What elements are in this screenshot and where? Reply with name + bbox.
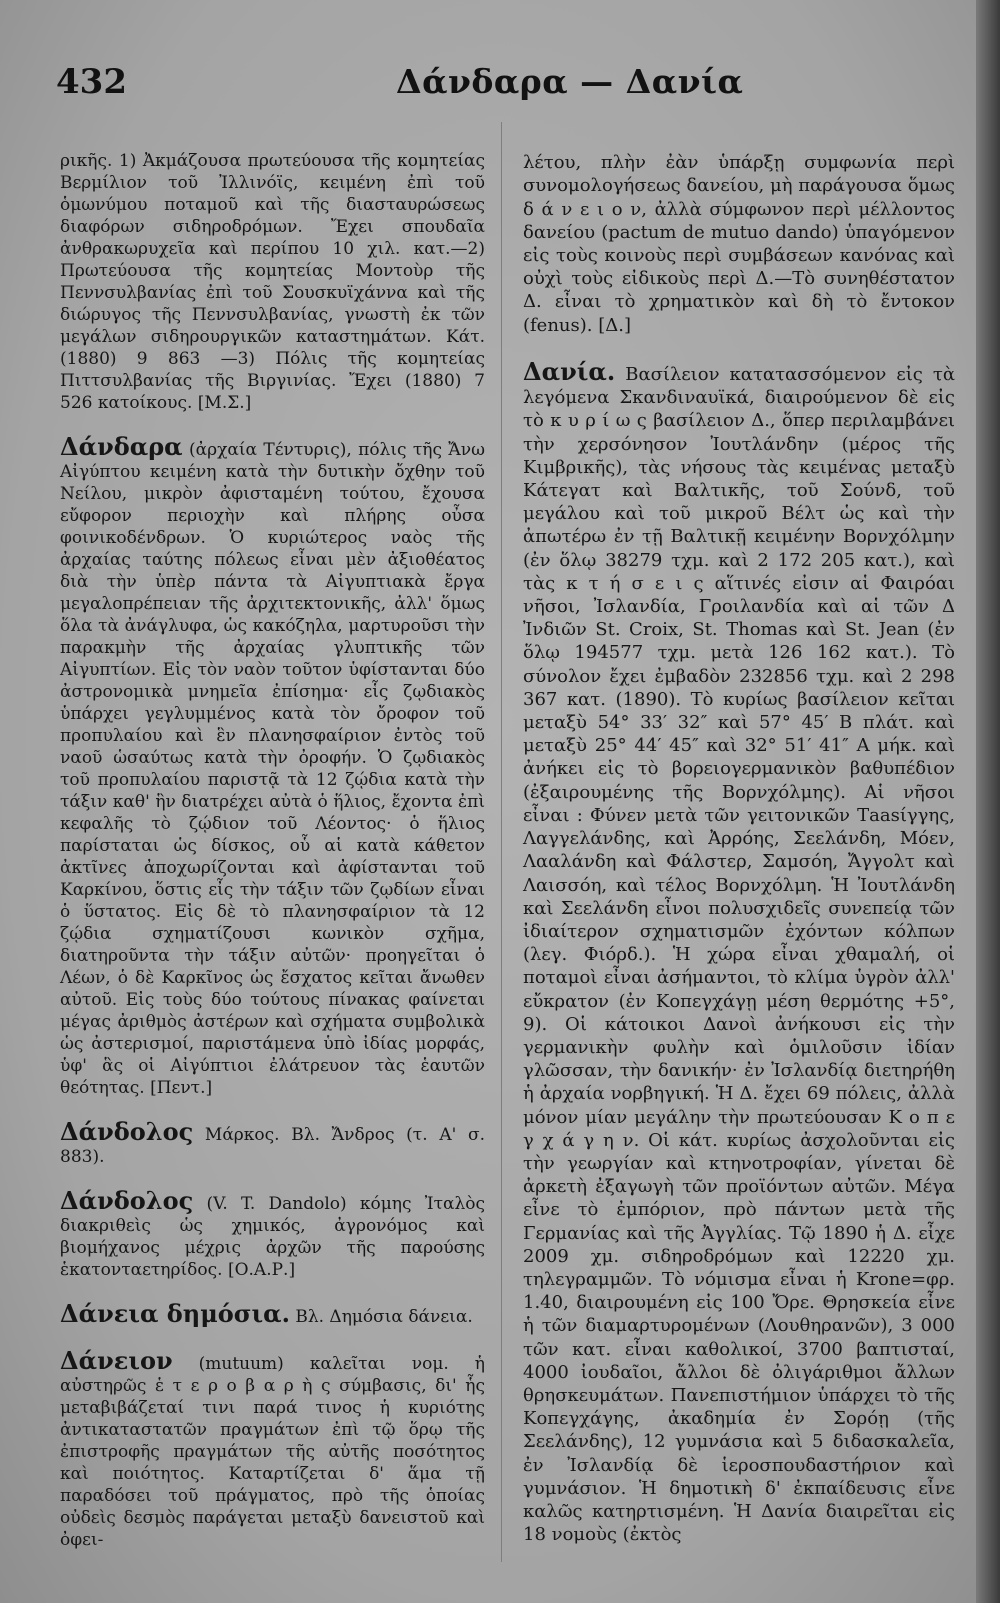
column-divider xyxy=(501,122,502,1562)
entry-daneia-dimosia xyxy=(60,1281,485,1328)
entry-text: (ἀρχαία Τέντυρις), πόλις τῆς Ἄνω Αἰγύπτου κειμένη κατὰ τὴν δυτικὴν ὄχθην τοῦ Νείλου, μικρὸν ἀφισταμένη τούτου, ἔχουσα εὔφορον περιοχὴν καὶ πλήρης οὖσα φοινικοδένδρων. Ὁ κυριώτερος ναὸς τῆς ἀρχαίας ταύτης πόλεως εἶναι μὲν ἀξιοθέατος διὰ τὴν ὑπὲρ πάντα τὰ Αἰγυπτιακὰ ἔργα μεγαλοπρέπειαν τῆς ἀρχιτεκτονικῆς, ἀλλ' ὅμως ὅλα τὰ ἀνάγλυφα, ὡς κακόζηλα, μαρτυροῦσι τὴν παρακμὴν τῆς ἀρχαίας γλυπτικῆς τῶν Αἰγυπτίων. Εἰς τὸν ναὸν τοῦτον ὑφίστανται δύο ἀστρονομικὰ μνημεῖα ἐπίσημα· εἷς ζῳδιακὸς ὑπάρχει γεγλυμμένος κατὰ τὸν ὄροφον τοῦ προπυλαίου καὶ ἓν πλανησφαίριον ἐντὸς τοῦ ναοῦ ὡσαύτως κατὰ τὴν ὀροφήν. Ὁ ζῳδιακὸς τοῦ προπυλαίου παριστᾷ τὰ 12 ζῴδια κατὰ τὴν τάξιν καθ' ἣν διατρέχει αὐτὰ ὁ ἥλιος, ἔχοντα ἐπὶ κεφαλῆς τὸ ζῴδιον τοῦ Λέοντος· ὁ ἥλιος παρίσταται ὡς δίσκος, οὗ αἱ κατὰ κάθετον ἀκτῖνες ἀποχωρίζονται καὶ ἀφίστανται τοῦ Καρκίνου, ὅστις εἶς τὴν τάξιν τῶν ζῳδίων εἶναι ὁ ὕστατος. Εἰς δὲ τὸ πλανησφαίριον τὰ 12 ζῴδια σχηματίζουσι κωνικὸν σχῆμα, διατηροῦντα τὴν τάξιν αὐτῶν· προηγεῖται ὁ Λέων, ὁ δὲ Καρκῖνος ὡς ἔσχατος κεῖται ἄνωθεν αὐτοῦ. Εἰς τοὺς δύο τούτους πίνακας φαίνεται μέγας ἀριθμὸς ἀστέρων καὶ σχήματα συμβολικὰ ὡς ἀστερισμοί, παριστάμενα ὑπὸ ἰδίας μορφάς, ὑφ' ἃς οἱ Αἰγύπτιοι ἐλάτρευον τὰς ἑαυτῶν θεότητας. [Πεντ.] xyxy=(60,440,485,1098)
right-column xyxy=(523,128,955,1546)
page-number: 432 xyxy=(56,62,127,102)
entry-text: Βασίλειον κατατασσόμενον εἰς τὰ λεγόμενα Σκανδιναυϊκά, διαιρούμενον δὲ εἰς τὸ κ υ ρ ί ω ς βασίλειον Δ., ὅπερ περιλαμβάνει τὴν χερσόνησον Ἰουτλάνδην (μέρος τῆς Κιμβρικῆς), τὰς νήσους τὰς κειμένας μεταξὺ Κάτεγατ καὶ Βαλτικῆς, τοῦ Σούνδ, τοῦ μεγάλου καὶ τοῦ μικροῦ Βέλτ ὡς καὶ τὴν ἀπωτέρω ἐν τῇ Βαλτικῇ κειμένην Βορνχόλμην (ἐν ὅλῳ 38279 τχμ. καὶ 2 172 205 κατ.), καὶ τὰς κ τ ή σ ε ι ς αἵτινές εἰσιν αἱ Φαιρόαι νῆσοι, Ἰσλανδία, Γροιλανδία καὶ αἱ τῶν Δ Ἰνδιῶν St. Croix, St. Thomas καὶ St. Jean (ἐν ὅλῳ 194577 τχμ. μετὰ 126 162 κατ.). Τὸ σύνολον ἔχει ἐμβαδὸν 232856 τχμ. καὶ 2 298 367 κατ. (1890). Τὸ κυρίως βασίλειον κεῖται μεταξὺ 54° 33′ 32″ καὶ 57° 45′ Β πλάτ. καὶ μεταξὺ 25° 44′ 45″ καὶ 32° 51′ 41″ Α μήκ. καὶ ἀνήκει εἰς τὸ βορειογερμανικὸν βαθυπέδιον (ἐξαιρουμένης τῆς Βορνχόλμης). Αἱ νῆσοι εἶναι : Φύνεν μετὰ τῶν γειτονικῶν Τaasίγγης, Λαγγελάνδης, καὶ Ἀρρόης, Σεελάνδη, Μόεν, Λααλάνδη καὶ Φάλστερ, Σαμσόη, Ἄγγολτ καὶ Λαισσόη, καὶ τέλος Βορνχόλμη. Ἡ Ἰουτλάνδη καὶ Σεελάνδη εἶνοι πολυσχιδεῖς συνεπείᾳ τῶν ἰδιαίτερον σχηματισμῶν ἐχόντων κόλπων (λεγ. Φιόρδ.). Ἡ χώρα εἶναι χθαμαλή, οἱ ποταμοὶ εἶναι ἀσήμαντοι, τὸ κλίμα ὑγρὸν ἀλλ' εὔκρατον (ἐν Κοπεγχάγῃ μέση θερμότης +5°, 9). Οἱ κάτοικοι Δανοὶ ἀνήκουσι εἰς τὴν γερμανικὴν φυλὴν καὶ ὁμιλοῦσιν ἰδίαν γλῶσσαν, τὴν δανικήν· ἐν Ἰσλανδίᾳ διετηρήθη ἡ ἀρχαία νορβηγική. Ἡ Δ. ἔχει 69 πόλεις, ἀλλὰ μόνον μίαν μεγάλην τὴν πρωτεύουσαν Κ ο π ε γ χ ά γ η ν. Οἱ κάτ. κυρίως ἀσχολοῦνται εἰς τὴν γεωργίαν καὶ κτηνοτροφίαν, γίνεται δὲ ἀρκετὴ ἐξαγωγὴ τῶν προϊόντων αὐτῶν. Μέγα εἶνε τὸ ἐμπόριον, πρὸ πάντων μετὰ τῆς Γερμανίας καὶ τῆς Ἀγγλίας. Τῷ 1890 ἡ Δ. εἶχε 2009 χμ. σιδηροδρόμων καὶ 12220 χμ. τηλεγραμμῶν. Τὸ νόμισμα εἶναι ἡ Krone=φρ. 1.40, διαιρουμένη εἰς 100 Ὄρε. Θρησκεία εἶνε ἡ τῶν διαμαρτυρομένων (Λουθηρανῶν), 3 000 τῶν κατ. εἶναι καθολικοί, 3700 βαπτισταί, 4000 ἰουδαῖοι, ἄλλοι δὲ ὀλιγάριθμοι ἄλλων θρησκευμάτων. Πανεπιστήμιον ὑπάρχει τὸ τῆς Κοπεγχάγης, ἀκαδημία ἐν Σορόῃ (τῆς Σεελάνδης), 12 γυμνάσια καὶ 5 διδασκαλεῖα, ἐν Ἰσλανδίᾳ δὲ ἱεροσπουδαστήριον καὶ γυμνάσιον. Ἡ δημοτικὴ δ' ἐκπαίδευσις εἶνε καλῶς κατηρτισμένη. Ἡ Δανία διαιρεῖται εἰς 18 νομοὺς (ἐκτὸς xyxy=(523,364,955,1546)
entry-text: Βλ. Δημόσια δάνεια. xyxy=(289,1307,473,1327)
entry-dandara xyxy=(60,414,485,1099)
entry-text: λέτου, πλὴν ἐὰν ὑπάρξῃ συμφωνία περὶ συνομολογήσεως δανείου, μὴ παράγουσα ὅμως δ ά ν ε ι ο ν, ἀλλὰ σύμφωνον περὶ μέλλοντος δανείου (pactum de mutuo dando) ὑπαγόμενον εἰς τοὺς κοινοὺς περὶ συμβάσεων κανόνας καὶ οὐχὶ τοὺς εἰδικοὺς περὶ Δ.—Τὸ συνηθέστατον Δ. εἶναι τὸ χρηματικὸν καὶ δὴ τὸ ἔντοκον (fenus). [Δ.] xyxy=(523,152,955,336)
entry-headword: Δανία. xyxy=(523,357,616,387)
entry-daneion-continued xyxy=(523,128,955,337)
entry-text: Μάρκος. Βλ. Ἄνδρος (τ. Α' σ. 883). xyxy=(60,1125,485,1167)
entry-dania xyxy=(523,337,955,1547)
entry-daneion xyxy=(60,1328,485,1551)
entry-headword: Δάνδολος xyxy=(60,1186,194,1215)
page-header xyxy=(56,62,976,112)
entry-text: (mutuum) καλεῖται νομ. ἡ αὐστηρῶς ἑ τ ε ρ ο β α ρ ὴ ς σύμβασις, δι' ἧς μεταβιβάζεταί τινι παρά τινος ἡ κυριότης ἀντικαταστατῶν πραγμάτων ἐπὶ τῷ ὅρῳ τῆς ἐπιστροφῆς πραγμάτων τῆς αὐτῆς ποσότητος καὶ ποιότητος. Καταρτίζεται δ' ἅμα τῇ παραδόσει τοῦ πράγματος, πρὸ τῆς ὁποίας οὐδεὶς δεσμὸς παράγεται μεταξὺ δανειστοῦ καὶ ὀφει- xyxy=(60,1354,485,1550)
entry-headword: Δάνδολος xyxy=(60,1117,194,1146)
entry-dandolos-markos xyxy=(60,1099,485,1168)
entry-text: (V. T. Dandolo) κόμης Ἰταλὸς διακριθεὶς ὡς χημικός, ἀγρονόμος καὶ βιομήχανος μέχρις ἀρχῶν τῆς παρούσης ἑκατονταετηρίδος. [Ο.Α.Ρ.] xyxy=(60,1194,485,1280)
entry-dandolos-count xyxy=(60,1168,485,1281)
entry-dansville-continued xyxy=(60,128,485,414)
entry-headword: Δάνδαρα xyxy=(60,432,183,461)
page-edge-shadow xyxy=(976,0,1000,1603)
left-column xyxy=(60,128,485,1551)
entry-headword: Δάνειον xyxy=(60,1346,173,1375)
entry-text: ρικῆς. 1) Ἀκμάζουσα πρωτεύουσα τῆς κομητείας Βερμίλιον τοῦ Ἰλλινόϊς, κειμένη ἐπὶ τοῦ ὁμωνύμου ποταμοῦ καὶ τῆς διασταυρώσεως διαφόρων σιδηροδρόμων. Ἔχει σπουδαῖα ἀνθρακωρυχεῖα καὶ περίπου 10 χιλ. κατ.—2) Πρωτεύουσα τῆς κομητείας Μοντοὺρ τῆς Πεννσυλβανίας ἐπὶ τοῦ Σουσκυϊχάννα καὶ τῆς διώρυγος τῆς Πεννσυλβανίας, γνωστὴ ἐκ τῶν μεγάλων σιδηρουργικῶν καταστημάτων. Κάτ. (1880) 9 863 —3) Πόλις τῆς κομητείας Πιττσυλβανίας τῆς Βιργινίας. Ἔχει (1880) 7 526 κατοίκους. [Μ.Σ.] xyxy=(60,151,485,413)
entry-headword: Δάνεια δημόσια. xyxy=(60,1299,290,1328)
running-title: Δάνδαρα — Δανία xyxy=(396,62,744,101)
